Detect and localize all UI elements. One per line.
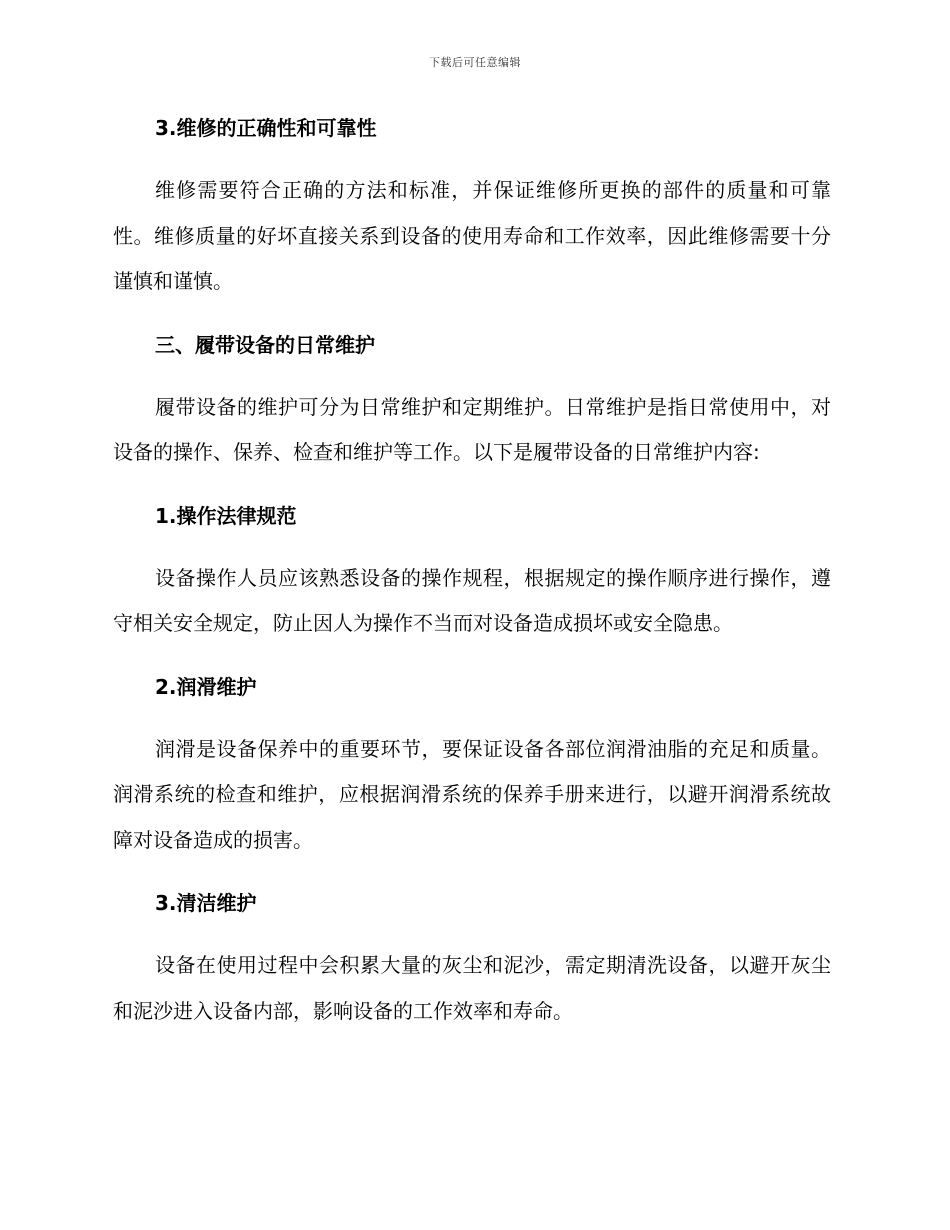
section-heading-lubrication: 2.润滑维护 bbox=[155, 674, 257, 699]
page-header: 下载后可任意编辑 bbox=[429, 56, 521, 69]
section-heading-repair-reliability: 3.维修的正确性和可靠性 bbox=[155, 116, 377, 140]
section-paragraph-operation-rules: 设备操作人员应该熟悉设备的操作规程，根据规定的操作顺序进行操作，遵守相关安全规定，防止因人为操作不当而对设备造成损坏或安全隐患。 bbox=[113, 565, 831, 635]
section-paragraph-repair-reliability: 维修需要符合正确的方法和标准，并保证维修所更换的部件的质量和可靠性。维修质量的好坏直接关系到设备的使用寿命和工作效率，因此维修需要十分谨慎和谨慎。 bbox=[113, 178, 831, 293]
section-heading-daily-maintenance: 三、履带设备的日常维护 bbox=[155, 332, 375, 357]
section-paragraph-lubrication: 润滑是设备保养中的重要环节，要保证设备各部位润滑油脂的充足和质量。润滑系统的检查和维护，应根据润滑系统的保养手册来进行，以避开润滑系统故障对设备造成的损害。 bbox=[113, 736, 831, 852]
section-heading-cleaning: 3.清洁维护 bbox=[155, 891, 257, 915]
section-heading-operation-rules: 1.操作法律规范 bbox=[155, 503, 297, 528]
section-paragraph-daily-maintenance: 履带设备的维护可分为日常维护和定期维护。日常维护是指日常使用中，对设备的操作、保养、检查和维护等工作。以下是履带设备的日常维护内容: bbox=[113, 394, 831, 464]
document-body bbox=[113, 110, 831, 1056]
section-paragraph-cleaning: 设备在使用过程中会积累大量的灰尘和泥沙，需定期清洗设备，以避开灰尘和泥沙进入设备内部，影响设备的工作效率和寿命。 bbox=[113, 953, 831, 1023]
